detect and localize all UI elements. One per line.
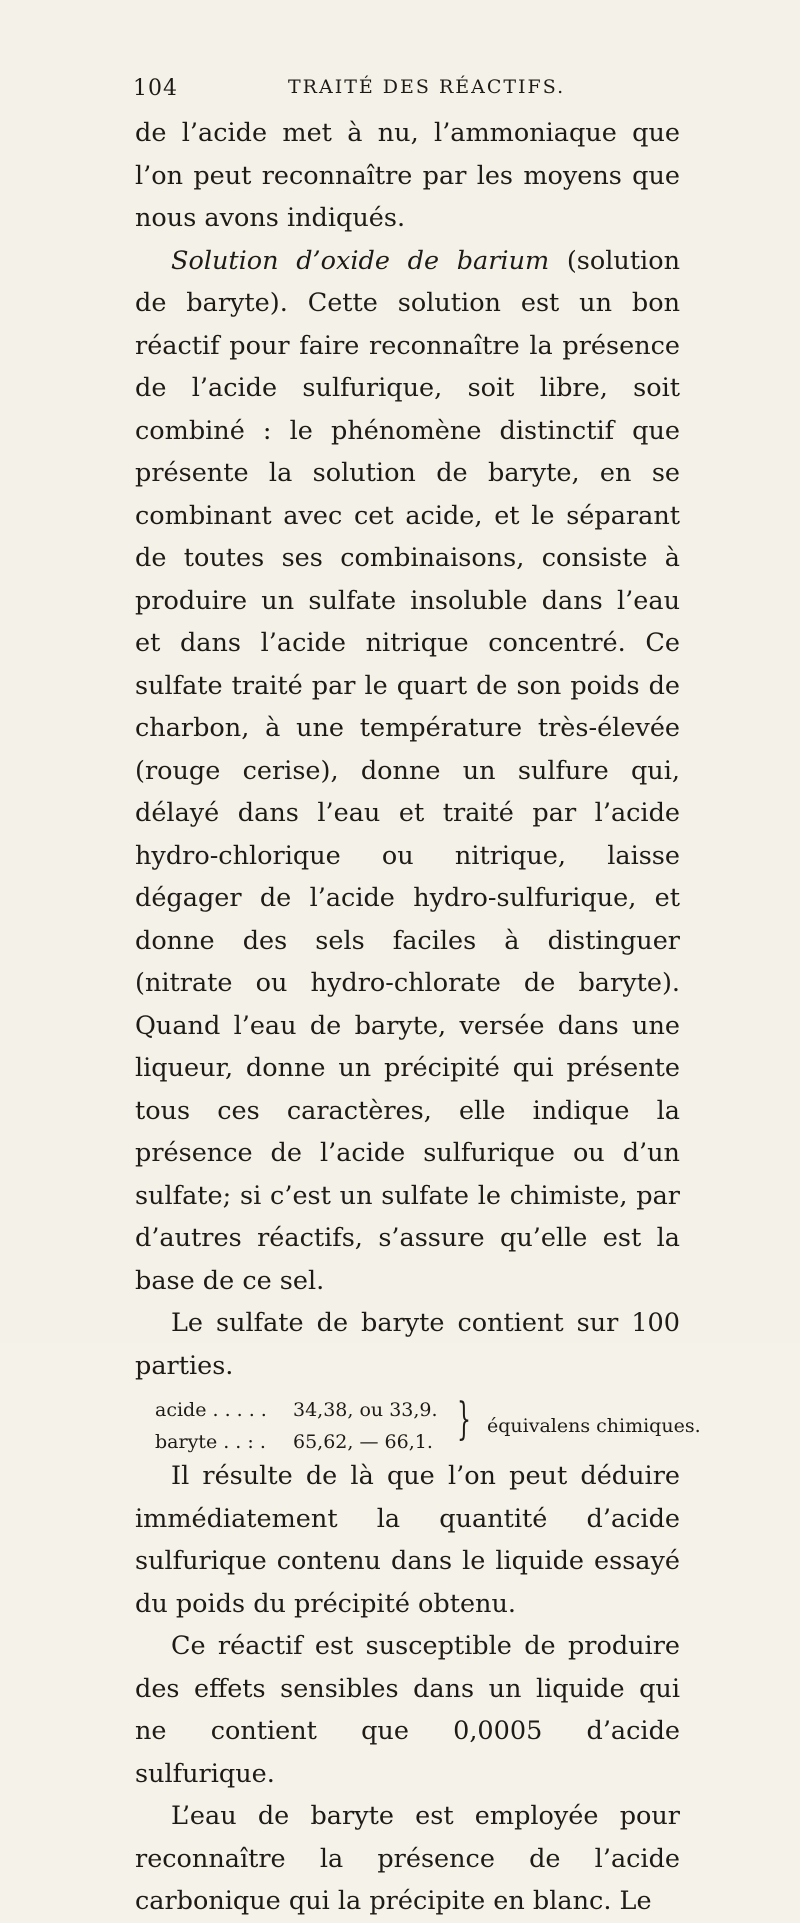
running-title: TRAITÉ DES RÉACTIFS. — [288, 76, 566, 98]
row-values: 65,62, — 66,1. — [293, 1431, 433, 1453]
section-title: Solution d’oxide de barium — [171, 245, 550, 276]
composition-row-baryte — [155, 1421, 433, 1464]
paragraph-baryte-solution — [135, 240, 680, 1303]
body-text — [135, 112, 701, 1923]
paragraph-continuation: de l’acide met à nu, l’ammoniaque que l’on peut reconnaître par les moyens que nous avons indiqués. — [135, 118, 680, 233]
row-values: 34,38, ou 33,9. — [293, 1399, 438, 1421]
paragraph-deduction: Il résulte de là que l’on peut déduire immédiatement la quantité d’acide sulfurique contenu dans le liquide essayé du poids du précipité obtenu. — [135, 1461, 680, 1619]
composition-table — [135, 1389, 701, 1455]
equivalents-note: équivalens chimiques. — [487, 1415, 701, 1437]
paragraph-text: (solution de baryte). Cette solution est un bon réactif pour faire reconnaître la présence de l’acide sulfurique, soit libre, soit combiné : le phénomène distinctif que présente la solution de baryte, en se combinant avec cet acide, et le séparant de toutes ses combinaisons, consiste à produire un sulfate insoluble dans l’eau et dans l’acide nitrique concentré. Ce sulfate traité par le quart de son poids de charbon, à une température très-élevée (rouge cerise), donne un sulfure qui, délayé dans l’eau et traité par l’acide hydro-chlorique ou nitrique, laisse dégager de l’acide hydro-sulfurique, et donne des sels faciles à distinguer (nitrate ou hydro-chlorate de baryte). Quand l’eau de baryte, versée dans une liqueur, donne un précipité qui présente tous ces caractères, elle indique la présence de l’acide sulfurique ou d’un sulfate; si c’est un sulfate le chimiste, par d’autres réactifs, s’assure qu’elle est la base de ce sel. — [135, 245, 680, 1296]
brace: } — [457, 1394, 471, 1445]
row-label: baryte . . : . — [155, 1431, 266, 1453]
row-label: acide . . . . . — [155, 1399, 267, 1421]
paragraph-composition-intro: Le sulfate de baryte contient sur 100 parties. — [135, 1308, 680, 1381]
page-header — [133, 76, 678, 108]
paragraph-carbonic-acid: L’eau de baryte est employée pour reconnaître la présence de l’acide carbonique qui la précipite en blanc. Le — [135, 1801, 680, 1916]
paragraph-sensitivity: Ce réactif est susceptible de produire des effets sensibles dans un liquide qui ne contient que 0,0005 d’acide sulfurique. — [135, 1631, 680, 1789]
page-number: 104 — [133, 76, 178, 101]
